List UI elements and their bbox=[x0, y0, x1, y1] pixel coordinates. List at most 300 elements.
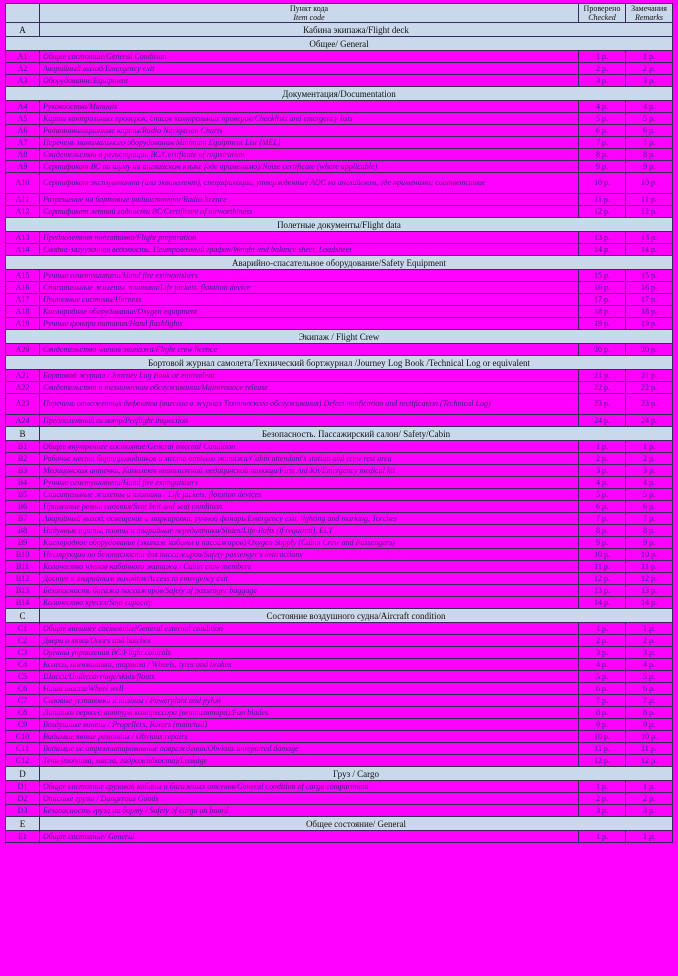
item-code: A19 bbox=[6, 318, 40, 330]
table-row bbox=[6, 781, 673, 793]
item-code: A8 bbox=[6, 149, 40, 161]
table-row bbox=[6, 173, 673, 194]
checked-value: 8 р. bbox=[579, 149, 626, 161]
item-code: C12 bbox=[6, 755, 40, 767]
remarks-value: 3 р. bbox=[626, 805, 673, 817]
remarks-value: 21 р. bbox=[626, 370, 673, 382]
section-row bbox=[6, 817, 673, 831]
table-row bbox=[6, 501, 673, 513]
checked-value: 4 р. bbox=[579, 477, 626, 489]
checked-value: 2 р. bbox=[579, 453, 626, 465]
item-text: Руководства/Manuals bbox=[40, 101, 579, 113]
item-code: C3 bbox=[6, 647, 40, 659]
table-row bbox=[6, 719, 673, 731]
section-row bbox=[6, 23, 673, 37]
section-letter: E bbox=[6, 817, 40, 831]
item-code: B1 bbox=[6, 441, 40, 453]
remarks-value: 2 р. bbox=[626, 635, 673, 647]
table-row bbox=[6, 441, 673, 453]
table-row bbox=[6, 149, 673, 161]
item-code: B8 bbox=[6, 525, 40, 537]
remarks-value: 5 р. bbox=[626, 489, 673, 501]
table-header-row bbox=[6, 4, 673, 23]
item-text: Общее состояние грузовой кабины и багажных отсеков/General condition of cargo compartment bbox=[40, 781, 579, 793]
item-text: Общее состояние/General Condition bbox=[40, 51, 579, 63]
remarks-value: 11 р. bbox=[626, 194, 673, 206]
table-row bbox=[6, 707, 673, 719]
item-text: Ручные огнетушители/Hand fire extinguishers bbox=[40, 477, 579, 489]
remarks-value: 3 р. bbox=[626, 75, 673, 87]
item-code: C8 bbox=[6, 707, 40, 719]
checked-value: 1 р. bbox=[579, 831, 626, 843]
item-text: Видимые не отремонтированные повреждения/Obvious unrepaired damage bbox=[40, 743, 579, 755]
item-code: A21 bbox=[6, 370, 40, 382]
remarks-value: 1 р. bbox=[626, 831, 673, 843]
checked-value: 10 р. bbox=[579, 173, 626, 194]
section-letter: B bbox=[6, 427, 40, 441]
item-text: Видимые явные ремонты / Obvious repairs bbox=[40, 731, 579, 743]
section-title: Кабина экипажа/Flight deck bbox=[40, 23, 673, 37]
item-text: Аварийный выход/Emergency exit bbox=[40, 63, 579, 75]
remarks-value: 7 р. bbox=[626, 695, 673, 707]
remarks-value: 5 р. bbox=[626, 113, 673, 125]
item-text: Общее внутреннее состояние/General internal Condition bbox=[40, 441, 579, 453]
checked-value: 6 р. bbox=[579, 501, 626, 513]
table-row bbox=[6, 743, 673, 755]
checked-value: 12 р. bbox=[579, 206, 626, 218]
table-row bbox=[6, 731, 673, 743]
item-code: A2 bbox=[6, 63, 40, 75]
remarks-value: 3 р. bbox=[626, 465, 673, 477]
item-code: B7 bbox=[6, 513, 40, 525]
section-title: Состояние воздушного судна/Aircraft condition bbox=[40, 609, 673, 623]
header-remarks-en: Remarks bbox=[635, 13, 663, 22]
remarks-value: 15 р. bbox=[626, 270, 673, 282]
checked-value: 9 р. bbox=[579, 719, 626, 731]
item-text: Ручные фонари питания/Hand flashlights bbox=[40, 318, 579, 330]
item-code: A5 bbox=[6, 113, 40, 125]
item-text: Доступ к аварийным выходам/Access to emergency exit bbox=[40, 573, 579, 585]
checked-value: 11 р. bbox=[579, 561, 626, 573]
remarks-value: 1 р. bbox=[626, 441, 673, 453]
header-item-code-cell bbox=[40, 4, 579, 23]
item-text: Воздушные винты / Propellers, Rotors (main/tail) bbox=[40, 719, 579, 731]
item-text: Течи (топлива, масла, гидрожидкости)/Leakage bbox=[40, 755, 579, 767]
remarks-value: 4 р. bbox=[626, 477, 673, 489]
checked-value: 13 р. bbox=[579, 585, 626, 597]
checked-value: 5 р. bbox=[579, 489, 626, 501]
item-text: Радионавигационные карты/Radio Navigation Charts bbox=[40, 125, 579, 137]
table-row bbox=[6, 63, 673, 75]
table-row bbox=[6, 537, 673, 549]
item-text: Общее внешнее состояние/General external condition bbox=[40, 623, 579, 635]
item-text: Общее состояние/ General bbox=[40, 831, 579, 843]
remarks-value: 10 р. bbox=[626, 549, 673, 561]
table-row bbox=[6, 51, 673, 63]
item-code: D2 bbox=[6, 793, 40, 805]
checked-value: 5 р. bbox=[579, 671, 626, 683]
remarks-value: 16 р. bbox=[626, 282, 673, 294]
table-row bbox=[6, 671, 673, 683]
table-row bbox=[6, 793, 673, 805]
header-item-code-ru: Пункт кода bbox=[289, 4, 329, 13]
section-title: Безопасность. Пассажирский салон/ Safety/Cabin bbox=[40, 427, 673, 441]
item-text: Свидетельство членов экипажа/Flight crew licence bbox=[40, 344, 579, 356]
table-row bbox=[6, 75, 673, 87]
table-row bbox=[6, 101, 673, 113]
table-row bbox=[6, 394, 673, 415]
inspection-table-body bbox=[6, 4, 673, 843]
section-row bbox=[6, 427, 673, 441]
checked-value: 9 р. bbox=[579, 161, 626, 173]
header-checked-en: Checked bbox=[588, 13, 616, 22]
section-title: Общее состояние/ General bbox=[40, 817, 673, 831]
item-code: D1 bbox=[6, 781, 40, 793]
item-code: A3 bbox=[6, 75, 40, 87]
remarks-value: 19 р. bbox=[626, 318, 673, 330]
remarks-value: 13 р. bbox=[626, 232, 673, 244]
table-row bbox=[6, 137, 673, 149]
item-text: Свидетельство о регистрации ВС/Certificate of registration bbox=[40, 149, 579, 161]
item-text: Перечень отложенных дефектов (внесено в журнал Технического обслуживания) Defect notification and rectification (Technical Log) bbox=[40, 394, 579, 415]
checked-value: 12 р. bbox=[579, 755, 626, 767]
group-title: Аварийно-спасательное оборудование/Safety Equipment bbox=[6, 256, 673, 270]
table-row bbox=[6, 597, 673, 609]
item-text: Колеса, пневматики, тормоза / Wheels, tyres and brakes bbox=[40, 659, 579, 671]
item-code: D3 bbox=[6, 805, 40, 817]
checked-value: 3 р. bbox=[579, 75, 626, 87]
checked-value: 4 р. bbox=[579, 101, 626, 113]
remarks-value: 1 р. bbox=[626, 51, 673, 63]
checked-value: 10 р. bbox=[579, 731, 626, 743]
item-code: B3 bbox=[6, 465, 40, 477]
header-remarks-cell bbox=[626, 4, 673, 23]
header-remarks-ru: Замечания bbox=[631, 4, 667, 13]
table-row bbox=[6, 831, 673, 843]
item-code: C7 bbox=[6, 695, 40, 707]
remarks-value: 11 р. bbox=[626, 743, 673, 755]
table-row bbox=[6, 635, 673, 647]
remarks-value: 7 р. bbox=[626, 513, 673, 525]
table-row bbox=[6, 282, 673, 294]
checked-value: 15 р. bbox=[579, 270, 626, 282]
checked-value: 2 р. bbox=[579, 793, 626, 805]
checked-value: 3 р. bbox=[579, 805, 626, 817]
item-text: Спасательные жилеты и плотики / Life jackets, flotation devices bbox=[40, 489, 579, 501]
checked-value: 13 р. bbox=[579, 232, 626, 244]
remarks-value: 2 р. bbox=[626, 793, 673, 805]
item-text: Аварийный выход, освещение и маркировка, ручной фонарь/Emergency exit, lighting and marking, Torches bbox=[40, 513, 579, 525]
item-text: Разрешение на бортовые радиостанции/Radio licence bbox=[40, 194, 579, 206]
table-row bbox=[6, 695, 673, 707]
remarks-value: 14 р. bbox=[626, 244, 673, 256]
item-code: B10 bbox=[6, 549, 40, 561]
checked-value: 9 р. bbox=[579, 537, 626, 549]
item-code: A15 bbox=[6, 270, 40, 282]
item-code: A24 bbox=[6, 415, 40, 427]
item-text: Надувные трапы, плоты и аварийные передатчики/Slides/Life-Rafts (if required), ELT bbox=[40, 525, 579, 537]
table-row bbox=[6, 755, 673, 767]
group-row bbox=[6, 218, 673, 232]
checked-value: 8 р. bbox=[579, 525, 626, 537]
group-title: Бортовой журнал самолета/Технический бортжурнал /Journey Log Book /Technical Log or equivalent bbox=[6, 356, 673, 370]
section-letter: C bbox=[6, 609, 40, 623]
checked-value: 2 р. bbox=[579, 635, 626, 647]
remarks-value: 24 р. bbox=[626, 415, 673, 427]
table-row bbox=[6, 623, 673, 635]
remarks-value: 17 р. bbox=[626, 294, 673, 306]
checked-value: 23 р. bbox=[579, 394, 626, 415]
remarks-value: 10 р. bbox=[626, 731, 673, 743]
item-code: A20 bbox=[6, 344, 40, 356]
section-letter: A bbox=[6, 23, 40, 37]
table-row bbox=[6, 113, 673, 125]
item-code: C1 bbox=[6, 623, 40, 635]
checked-value: 1 р. bbox=[579, 781, 626, 793]
group-row bbox=[6, 256, 673, 270]
checked-value: 22 р. bbox=[579, 382, 626, 394]
checked-value: 18 р. bbox=[579, 306, 626, 318]
item-code: B13 bbox=[6, 585, 40, 597]
remarks-value: 7 р. bbox=[626, 137, 673, 149]
remarks-value: 11 р. bbox=[626, 561, 673, 573]
item-code: C2 bbox=[6, 635, 40, 647]
remarks-value: 14 р. bbox=[626, 597, 673, 609]
remarks-value: 8 р. bbox=[626, 707, 673, 719]
item-code: C6 bbox=[6, 683, 40, 695]
table-row bbox=[6, 647, 673, 659]
item-text: Двери и люки/Doors and hatches bbox=[40, 635, 579, 647]
item-text: Карта контрольных проверок, список контрольных проверок/Checklists and emergency lists bbox=[40, 113, 579, 125]
checked-value: 16 р. bbox=[579, 282, 626, 294]
checked-value: 19 р. bbox=[579, 318, 626, 330]
item-code: B12 bbox=[6, 573, 40, 585]
remarks-value: 5 р. bbox=[626, 671, 673, 683]
checked-value: 14 р. bbox=[579, 244, 626, 256]
table-row bbox=[6, 206, 673, 218]
checked-value: 14 р. bbox=[579, 597, 626, 609]
item-text: Бортовой журнал / Journey Log Book or equivalent bbox=[40, 370, 579, 382]
item-code: B4 bbox=[6, 477, 40, 489]
remarks-value: 6 р. bbox=[626, 125, 673, 137]
checked-value: 10 р. bbox=[579, 549, 626, 561]
remarks-value: 23 р. bbox=[626, 394, 673, 415]
remarks-value: 22 р. bbox=[626, 382, 673, 394]
table-row bbox=[6, 294, 673, 306]
checked-value: 5 р. bbox=[579, 113, 626, 125]
item-text: Привязные ремни сиденья/Seat belt and seat condition bbox=[40, 501, 579, 513]
table-row bbox=[6, 805, 673, 817]
item-text: Кислородное оборудование/Oxygen equipment bbox=[40, 306, 579, 318]
item-text: Медицинская аптечка, Комплект неотложной медицинской помощи/First Aid Kit/Emergency medical kit bbox=[40, 465, 579, 477]
item-text: Сертификат эксплуатанта (или эквивалент), спецификации, утвержденные АОС на английском, где применимо; соответствие bbox=[40, 173, 579, 194]
table-row bbox=[6, 453, 673, 465]
checked-value: 17 р. bbox=[579, 294, 626, 306]
item-code: A16 bbox=[6, 282, 40, 294]
item-text: Инструкции по безопасности для пассажиров/Safety passenger's instructions bbox=[40, 549, 579, 561]
header-checked-cell bbox=[579, 4, 626, 23]
item-code: A13 bbox=[6, 232, 40, 244]
checked-value: 1 р. bbox=[579, 623, 626, 635]
item-code: A1 bbox=[6, 51, 40, 63]
remarks-value: 12 р. bbox=[626, 755, 673, 767]
item-text: Сводно-загрузочная ведомость, Центровочный график/Weight and balance sheet, Loadsheet bbox=[40, 244, 579, 256]
remarks-value: 10 р. bbox=[626, 173, 673, 194]
item-code: C9 bbox=[6, 719, 40, 731]
item-text: Силовые установки и пилоны / Powerplant and pylon bbox=[40, 695, 579, 707]
item-code: A6 bbox=[6, 125, 40, 137]
checked-value: 11 р. bbox=[579, 194, 626, 206]
table-row bbox=[6, 465, 673, 477]
table-row bbox=[6, 244, 673, 256]
item-text: Оборудование/Equipment bbox=[40, 75, 579, 87]
group-row bbox=[6, 87, 673, 101]
checked-value: 8 р. bbox=[579, 707, 626, 719]
item-code: B6 bbox=[6, 501, 40, 513]
item-text: Безопасность багажа пассажиров/Safety of passenger baggage bbox=[40, 585, 579, 597]
item-code: B11 bbox=[6, 561, 40, 573]
checked-value: 1 р. bbox=[579, 51, 626, 63]
item-text: Шасси/Undercarriage/skids/floats bbox=[40, 671, 579, 683]
group-title: Экипаж / Flight Crew bbox=[6, 330, 673, 344]
table-row bbox=[6, 382, 673, 394]
table-row bbox=[6, 270, 673, 282]
table-row bbox=[6, 161, 673, 173]
item-text: Спасательные жилеты, плотики/Life jackets, flotation device bbox=[40, 282, 579, 294]
table-row bbox=[6, 573, 673, 585]
table-row bbox=[6, 659, 673, 671]
remarks-value: 3 р. bbox=[626, 647, 673, 659]
table-row bbox=[6, 370, 673, 382]
group-title: Общее/ General bbox=[6, 37, 673, 51]
remarks-value: 8 р. bbox=[626, 525, 673, 537]
section-title: Груз / Cargo bbox=[40, 767, 673, 781]
remarks-value: 9 р. bbox=[626, 537, 673, 549]
table-row bbox=[6, 125, 673, 137]
item-text: Ниши шасси/Wheel well bbox=[40, 683, 579, 695]
group-row bbox=[6, 37, 673, 51]
table-row bbox=[6, 525, 673, 537]
checked-value: 1 р. bbox=[579, 441, 626, 453]
checked-value: 2 р. bbox=[579, 63, 626, 75]
item-code: A17 bbox=[6, 294, 40, 306]
remarks-value: 4 р. bbox=[626, 101, 673, 113]
remarks-value: 2 р. bbox=[626, 453, 673, 465]
table-row bbox=[6, 549, 673, 561]
item-text: Свидетельство о техническом обслуживании/Maintenance release bbox=[40, 382, 579, 394]
remarks-value: 13 р. bbox=[626, 585, 673, 597]
item-code: A22 bbox=[6, 382, 40, 394]
header-item-code-en: Item code bbox=[293, 13, 325, 22]
item-code: A7 bbox=[6, 137, 40, 149]
item-text: Ручные огнетушители/Hand fire extinguishers bbox=[40, 270, 579, 282]
header-checked-ru: Проверено bbox=[583, 4, 621, 13]
remarks-value: 12 р. bbox=[626, 206, 673, 218]
item-code: A18 bbox=[6, 306, 40, 318]
table-row bbox=[6, 232, 673, 244]
item-code: B5 bbox=[6, 489, 40, 501]
remarks-value: 2 р. bbox=[626, 63, 673, 75]
remarks-value: 6 р. bbox=[626, 501, 673, 513]
table-row bbox=[6, 194, 673, 206]
item-text: Перечень минимального оборудования/Minimum Equipment List (MEL) bbox=[40, 137, 579, 149]
item-code: E1 bbox=[6, 831, 40, 843]
remarks-value: 8 р. bbox=[626, 149, 673, 161]
item-text: Рабочие места бортпроводников и места отдыха экипажа/Cabin attendant's station and crew rest area bbox=[40, 453, 579, 465]
item-code: A4 bbox=[6, 101, 40, 113]
remarks-value: 9 р. bbox=[626, 719, 673, 731]
item-code: A23 bbox=[6, 394, 40, 415]
table-row bbox=[6, 415, 673, 427]
item-text: Кислородное оборудование (экипаж кабины и пассажиров)/Oxygen Supply (Cabin Crew and Passengers) bbox=[40, 537, 579, 549]
item-text: Лопатки первого контура компрессора (вентилятора)/Fan blades bbox=[40, 707, 579, 719]
table-row bbox=[6, 513, 673, 525]
remarks-value: 6 р. bbox=[626, 683, 673, 695]
checked-value: 3 р. bbox=[579, 465, 626, 477]
item-code: C4 bbox=[6, 659, 40, 671]
group-title: Документация/Documentation bbox=[6, 87, 673, 101]
item-text: Органы управления ВС/Flight controls bbox=[40, 647, 579, 659]
item-code: B14 bbox=[6, 597, 40, 609]
item-code: C10 bbox=[6, 731, 40, 743]
group-row bbox=[6, 356, 673, 370]
checked-value: 12 р. bbox=[579, 573, 626, 585]
table-row bbox=[6, 683, 673, 695]
checked-value: 11 р. bbox=[579, 743, 626, 755]
table-row bbox=[6, 477, 673, 489]
item-code: A12 bbox=[6, 206, 40, 218]
remarks-value: 18 р. bbox=[626, 306, 673, 318]
checked-value: 21 р. bbox=[579, 370, 626, 382]
item-text: Предполетный осмотр/Preflight inspection bbox=[40, 415, 579, 427]
item-text: Количество кресел/Seat capacity bbox=[40, 597, 579, 609]
item-text: Сертификат ВС по шуму на английском языке (где применимо)/Noise certificate (where applicable) bbox=[40, 161, 579, 173]
item-code: A10 bbox=[6, 173, 40, 194]
group-row bbox=[6, 330, 673, 344]
table-row bbox=[6, 306, 673, 318]
section-letter: D bbox=[6, 767, 40, 781]
table-row bbox=[6, 318, 673, 330]
table-row bbox=[6, 561, 673, 573]
item-code: B9 bbox=[6, 537, 40, 549]
item-code: C11 bbox=[6, 743, 40, 755]
item-code: C5 bbox=[6, 671, 40, 683]
item-code: A14 bbox=[6, 244, 40, 256]
remarks-value: 12 р. bbox=[626, 573, 673, 585]
item-text: Сертификат летной годности ВС/Certificate of airworthiness bbox=[40, 206, 579, 218]
item-text: Опасные грузы / Dangerous Goods bbox=[40, 793, 579, 805]
group-title: Полетные документы/Flight data bbox=[6, 218, 673, 232]
remarks-value: 1 р. bbox=[626, 623, 673, 635]
remarks-value: 4 р. bbox=[626, 659, 673, 671]
checked-value: 6 р. bbox=[579, 683, 626, 695]
section-row bbox=[6, 609, 673, 623]
checked-value: 7 р. bbox=[579, 137, 626, 149]
checked-value: 6 р. bbox=[579, 125, 626, 137]
remarks-value: 1 р. bbox=[626, 781, 673, 793]
item-text: Безопасность груза на борту / Safety of cargo on board bbox=[40, 805, 579, 817]
checked-value: 24 р. bbox=[579, 415, 626, 427]
checked-value: 7 р. bbox=[579, 695, 626, 707]
table-row bbox=[6, 344, 673, 356]
checked-value: 20 р. bbox=[579, 344, 626, 356]
item-text: Предполетная подготовка/Flight preparation bbox=[40, 232, 579, 244]
header-letter-cell bbox=[6, 4, 40, 23]
item-code: A9 bbox=[6, 161, 40, 173]
section-row bbox=[6, 767, 673, 781]
item-code: B2 bbox=[6, 453, 40, 465]
table-row bbox=[6, 585, 673, 597]
